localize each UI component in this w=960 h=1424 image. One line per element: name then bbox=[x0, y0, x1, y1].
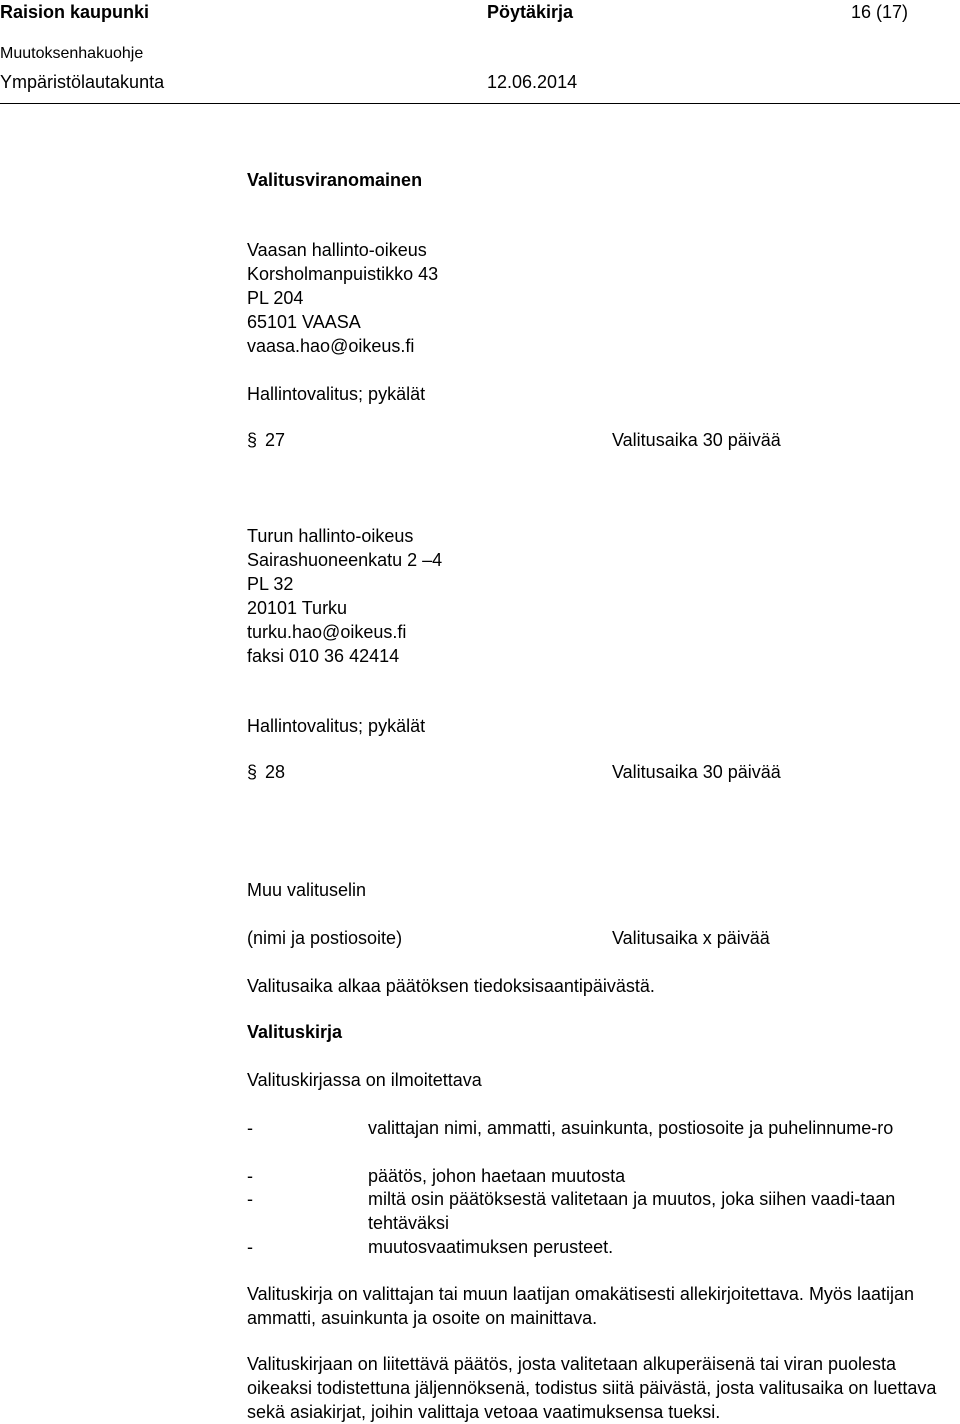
doc-subtitle: Muutoksenhakuohje bbox=[0, 45, 144, 62]
header-divider bbox=[0, 103, 960, 104]
header-row-2 bbox=[0, 70, 960, 94]
header-row-1 bbox=[0, 0, 960, 24]
bullet-marker: - bbox=[247, 1166, 253, 1186]
meeting-date: 12.06.2014 bbox=[487, 72, 578, 92]
authority2-type: Hallintovalitus; pykälät bbox=[247, 716, 426, 736]
page-number: 16 (17) bbox=[851, 2, 909, 22]
authority1-line: Korsholmanpuistikko 43 bbox=[247, 264, 439, 284]
section-number: 27 bbox=[265, 430, 286, 450]
authority1-deadline: Valitusaika 30 päivää bbox=[612, 430, 781, 450]
authority2-fax: faksi 010 36 42414 bbox=[247, 646, 400, 666]
authority1-email: vaasa.hao@oikeus.fi bbox=[247, 336, 415, 356]
org-name: Raision kaupunki bbox=[0, 2, 150, 22]
body-name: Ympäristölautakunta bbox=[0, 72, 165, 92]
authority2-line: 20101 Turku bbox=[247, 598, 348, 618]
attachments-paragraph: Valituskirjaan on liitettävä päätös, josta valitetaan alkuperäisenä tai viran puolesta oikeaksi todistettuna jäljennöksenä, todistus siitä päivästä, josta valitusaika on luettava sekä asiakirjat, joihin valittaja vetoaa vaatimuksensa tueksi. bbox=[247, 1354, 937, 1422]
section-number: 28 bbox=[265, 762, 286, 782]
authority1-type: Hallintovalitus; pykälät bbox=[247, 384, 426, 404]
authority1-line: PL 204 bbox=[247, 288, 304, 308]
authority1-line: 65101 VAASA bbox=[247, 312, 361, 332]
doc-type: Pöytäkirja bbox=[487, 2, 574, 22]
section-symbol: § bbox=[247, 430, 258, 450]
bullet-item: päätös, johon haetaan muutosta bbox=[368, 1166, 626, 1186]
authority1-section bbox=[247, 428, 285, 452]
authority2-section bbox=[247, 760, 285, 784]
section-symbol: § bbox=[247, 762, 258, 782]
letter-intro: Valituskirjassa on ilmoitettava bbox=[247, 1070, 482, 1090]
authority1-line: Vaasan hallinto-oikeus bbox=[247, 240, 427, 260]
authority2-line: PL 32 bbox=[247, 574, 294, 594]
authority2-line: Turun hallinto-oikeus bbox=[247, 526, 414, 546]
authority2-line: Sairashuoneenkatu 2 –4 bbox=[247, 550, 443, 570]
bullet-item: valittajan nimi, ammatti, asuinkunta, postiosoite ja puhelinnume-ro bbox=[368, 1118, 894, 1138]
bullet-marker: - bbox=[247, 1118, 253, 1138]
letter-heading: Valituskirja bbox=[247, 1022, 343, 1042]
bullet-item: miltä osin päätöksestä valitetaan ja muutos, joka siihen vaadi-taan tehtäväksi bbox=[368, 1189, 896, 1233]
other-body-name-address: (nimi ja postiosoite) bbox=[247, 928, 403, 948]
signature-paragraph: Valituskirja on valittajan tai muun laatijan omakätisesti allekirjoitettava. Myös laatijan ammatti, asuinkunta ja osoite on mainittava. bbox=[247, 1284, 914, 1328]
other-body-deadline: Valitusaika x päivää bbox=[612, 928, 770, 948]
bullet-marker: - bbox=[247, 1237, 253, 1257]
other-body-title: Muu valituselin bbox=[247, 880, 367, 900]
authority2-email: turku.hao@oikeus.fi bbox=[247, 622, 407, 642]
deadline-start-note: Valitusaika alkaa päätöksen tiedoksisaantipäivästä. bbox=[247, 976, 655, 996]
authority-heading: Valitusviranomainen bbox=[247, 170, 423, 190]
bullet-item: muutosvaatimuksen perusteet. bbox=[368, 1237, 614, 1257]
bullet-marker: - bbox=[247, 1189, 253, 1209]
authority2-deadline: Valitusaika 30 päivää bbox=[612, 762, 781, 782]
